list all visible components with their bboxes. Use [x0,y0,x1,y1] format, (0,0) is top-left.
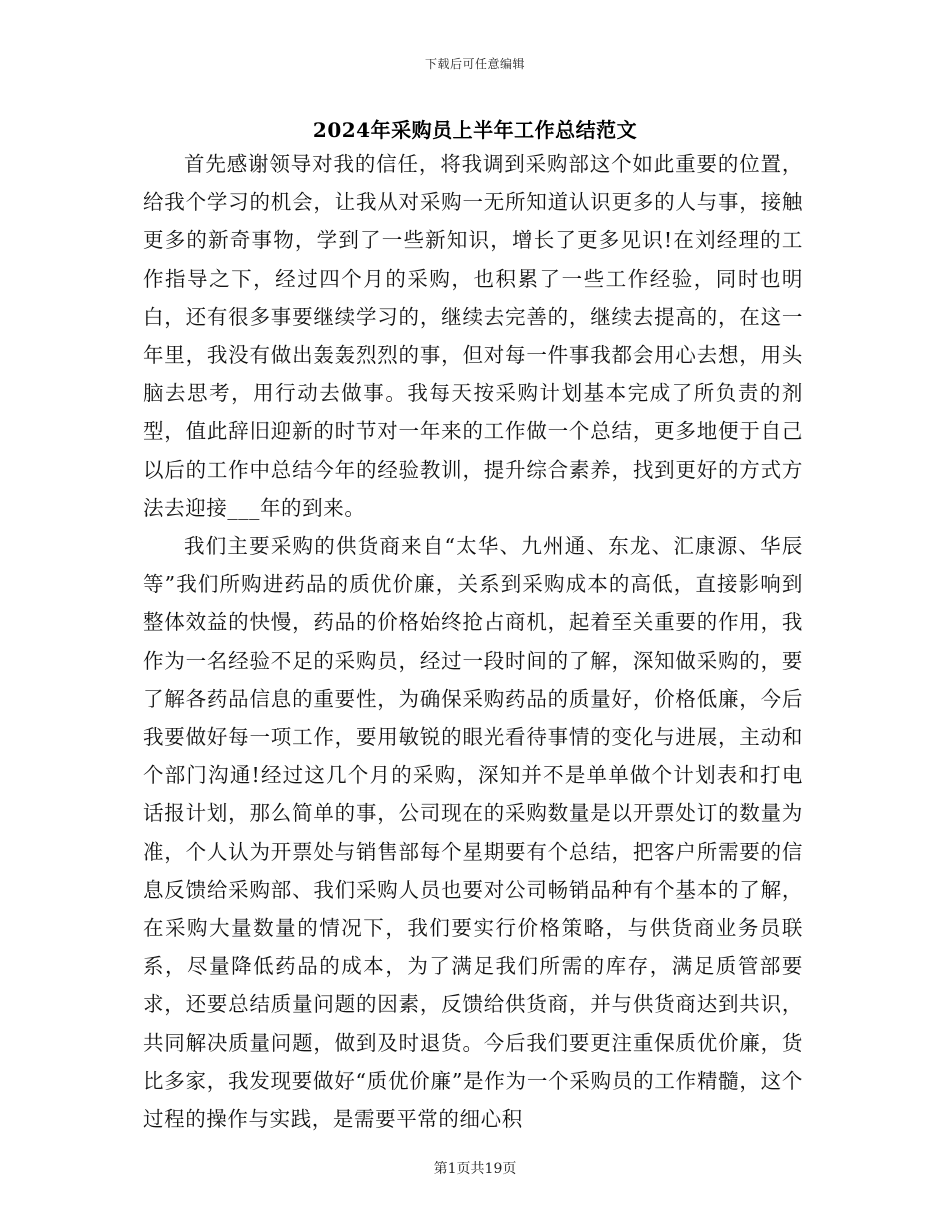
document-body [143,145,803,1138]
paragraph: 我们主要采购的供货商来自“太华、九州通、东龙、汇康源、华辰等”我们所购进药品的质优价廉，关系到采购成本的高低，直接影响到整体效益的快慢，药品的价格始终抢占商机，起着至关重要的作用，我作为一名经验不足的采购员，经过一段时间的了解，深知做采购的，要了解各药品信息的重要性，为确保采购药品的质量好，价格低廉，今后我要做好每一项工作，要用敏锐的眼光看待事情的变化与进展，主动和个部门沟通!经过这几个月的采购，深知并不是单单做个计划表和打电话报计划，那么简单的事，公司现在的采购数量是以开票处订的数量为准，个人认为开票处与销售部每个星期要有个总结，把客户所需要的信息反馈给采购部、我们采购人员也要对公司畅销品种有个基本的了解，在采购大量数量的情况下，我们要实行价格策略，与供货商业务员联系，尽量降低药品的成本，为了满足我们所需的库存，满足质管部要求，还要总结质量问题的因素，反馈给供货商，并与供货商达到共识，共同解决质量问题，做到及时退货。今后我们要更注重保质优价廉，货比多家，我发现要做好“质优价廉”是作为一个采购员的工作精髓，这个过程的操作与实践，是需要平常的细心积 [143,534,803,1132]
document-title: 2024年采购员上半年工作总结范文 [312,118,638,142]
paragraph: 首先感谢领导对我的信任，将我调到采购部这个如此重要的位置，给我个学习的机会，让我从对采购一无所知道认识更多的人与事，接触更多的新奇事物，学到了一些新知识，增长了更多见识!在刘经理的工作指导之下，经过四个月的采购，也积累了一些工作经验，同时也明白，还有很多事要继续学习的，继续去完善的，继续去提高的，在这一年里，我没有做出轰轰烈烈的事，但对每一件事我都会用心去想，用头脑去思考，用行动去做事。我每天按采购计划基本完成了所负责的剂型，值此辞旧迎新的时节对一年来的工作做一个总结，更多地便于自己以后的工作中总结今年的经验教训，提升综合素养，找到更好的方式方法去迎接___年的到来。 [143,152,803,520]
header-note: 下载后可任意编辑 [424,57,525,71]
page-number: 第1页共19页 [433,1161,517,1177]
